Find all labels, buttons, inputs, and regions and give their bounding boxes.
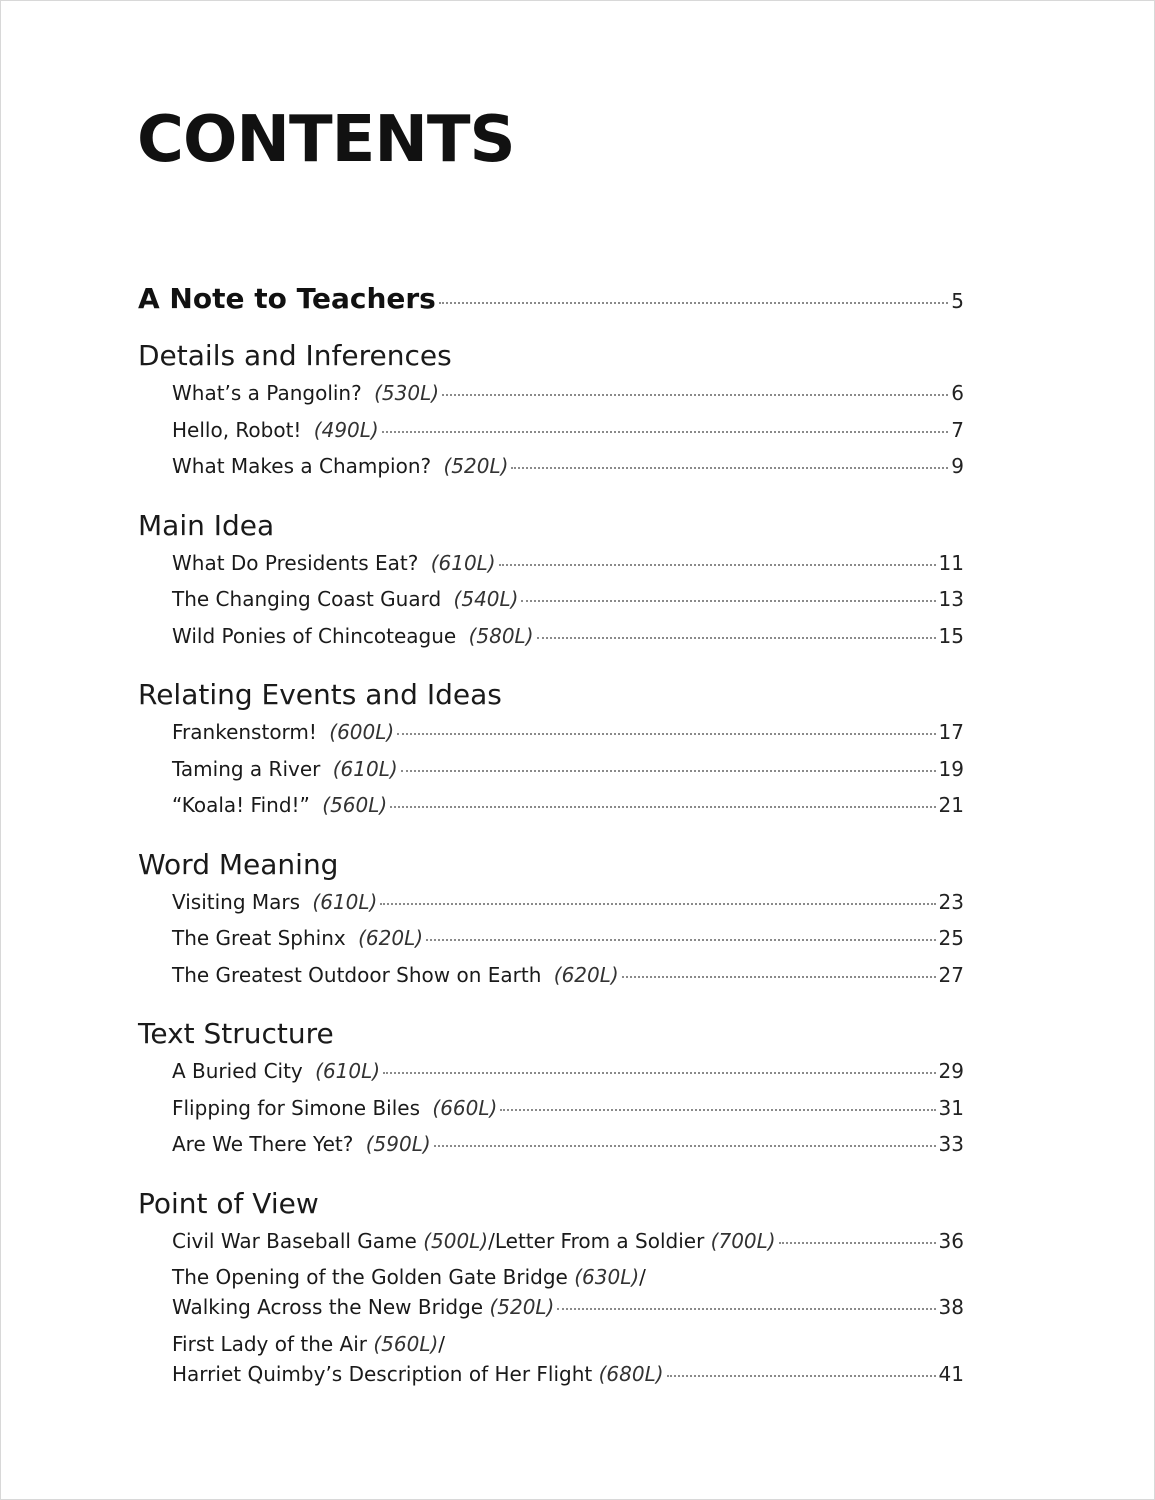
lexile-level: (490L) [313, 417, 379, 442]
lexile-level: (580L) [468, 623, 534, 648]
toc-entry-paired[interactable]: First Lady of the Air (560L)/ Harriet Quimby’s Description of Her Flight (680L) 41 [172, 1331, 964, 1386]
lexile-level: (520L) [489, 1295, 555, 1319]
entry-title: What Makes a Champion? [172, 454, 432, 478]
page-number: 38 [938, 1295, 964, 1319]
lexile-level: (560L) [322, 793, 388, 817]
toc-entry[interactable] [172, 890, 964, 927]
dot-leader [779, 1242, 936, 1244]
dot-leader [434, 1145, 936, 1147]
lexile-level: (680L) [598, 1361, 664, 1386]
entry-title: Visiting Mars [172, 889, 301, 914]
toc-entry[interactable] [172, 1132, 964, 1169]
dot-leader [383, 1072, 935, 1074]
section-text-structure [138, 1017, 964, 1169]
toc-entry-paired[interactable]: Civil War Baseball Game (500L)/Letter From a Soldier (700L) 36 [172, 1228, 964, 1253]
lexile-level: (590L) [365, 1132, 431, 1156]
page-number: 11 [938, 550, 964, 575]
page-number: 6 [951, 381, 964, 405]
toc-entry[interactable] [172, 1059, 964, 1096]
table-of-contents [138, 282, 964, 1416]
lexile-level: (610L) [312, 889, 378, 914]
entry-title: A Buried City [172, 1059, 303, 1083]
toc-entry[interactable] [172, 926, 964, 963]
dot-leader [390, 806, 935, 808]
entry-title: The Changing Coast Guard [172, 587, 442, 611]
dot-leader [537, 637, 936, 639]
dot-leader [511, 467, 948, 469]
lexile-level: (560L) [373, 1331, 439, 1356]
dot-leader [439, 302, 948, 304]
toc-entry[interactable] [172, 1096, 964, 1133]
toc-entry[interactable] [172, 454, 964, 491]
dot-leader [557, 1308, 935, 1310]
page-number: 31 [938, 1095, 964, 1120]
dot-leader [499, 564, 936, 566]
entry-title: The Great Sphinx [172, 926, 346, 950]
lexile-level: (600L) [329, 720, 395, 744]
lexile-level: (630L) [574, 1265, 640, 1289]
entry-title: Are We There Yet? [172, 1132, 354, 1156]
section-point-of-view [138, 1187, 964, 1399]
entry-title: First Lady of the Air [172, 1331, 368, 1356]
section-heading: Text Structure [138, 1017, 334, 1050]
entry-title: Flipping for Simone Biles [172, 1095, 421, 1120]
entry-title: What Do Presidents Eat? [172, 550, 419, 575]
dot-leader [667, 1375, 936, 1377]
entry-title: Letter From a Soldier [494, 1228, 705, 1253]
dot-leader [397, 733, 935, 735]
lexile-level: (620L) [358, 926, 424, 950]
entry-title: Taming a River [172, 756, 321, 781]
page-number: 33 [938, 1132, 964, 1156]
dot-leader [622, 976, 936, 978]
page-title: CONTENTS [137, 103, 515, 177]
page-number: 29 [938, 1059, 964, 1083]
lexile-level: (520L) [443, 454, 509, 478]
toc-entry-paired[interactable]: The Opening of the Golden Gate Bridge (630L)/ Walking Across the New Bridge (520L) 38 [172, 1265, 964, 1319]
toc-entry-note-to-teachers[interactable] [138, 282, 964, 322]
lexile-level: (540L) [453, 587, 519, 611]
lexile-level: (500L) [423, 1228, 489, 1253]
section-heading: Relating Events and Ideas [138, 678, 502, 711]
entry-title: “Koala! Find!” [172, 793, 310, 817]
page-number: 17 [938, 720, 964, 744]
lexile-level: (620L) [553, 962, 619, 987]
dot-leader [442, 394, 948, 396]
entry-title: The Opening of the Golden Gate Bridge [172, 1265, 568, 1289]
section-main-idea [138, 509, 964, 661]
entry-title: Civil War Baseball Game [172, 1228, 417, 1253]
dot-leader [401, 770, 936, 772]
lexile-level: (660L) [432, 1095, 498, 1120]
toc-entry[interactable] [172, 757, 964, 794]
entry-title: Wild Ponies of Chincoteague [172, 623, 457, 648]
page-number: 21 [938, 793, 964, 817]
page-number: 5 [951, 289, 964, 313]
toc-entry[interactable] [172, 963, 964, 1000]
dot-leader [426, 939, 936, 941]
section-heading: Main Idea [138, 508, 275, 542]
entry-title: What’s a Pangolin? [172, 381, 362, 405]
toc-entry[interactable] [172, 381, 964, 418]
section-details-and-inferences [138, 339, 964, 491]
toc-entry[interactable] [172, 720, 964, 757]
entry-title: A Note to Teachers [138, 282, 436, 315]
page-number: 9 [951, 454, 964, 478]
page-number: 19 [938, 756, 964, 781]
section-relating-events-and-ideas [138, 678, 964, 830]
toc-entry[interactable] [172, 793, 964, 830]
page-number: 41 [938, 1361, 964, 1386]
entry-title: Walking Across the New Bridge [172, 1295, 484, 1319]
page-number: 36 [938, 1228, 964, 1253]
dot-leader [382, 431, 949, 433]
page-number: 7 [951, 417, 964, 442]
section-heading: Details and Inferences [138, 339, 452, 372]
toc-entry[interactable] [172, 587, 964, 624]
toc-entry[interactable] [172, 624, 964, 661]
page-number: 25 [938, 926, 964, 950]
page-number: 13 [938, 587, 964, 611]
dot-leader [380, 903, 935, 905]
entry-title: Harriet Quimby’s Description of Her Flight [172, 1361, 593, 1386]
lexile-level: (610L) [430, 550, 496, 575]
dot-leader [500, 1109, 935, 1111]
entry-title: Hello, Robot! [172, 417, 302, 442]
entry-title: Frankenstorm! [172, 720, 317, 744]
lexile-level: (530L) [374, 381, 440, 405]
entry-title: The Greatest Outdoor Show on Earth [172, 962, 542, 987]
page-number: 15 [938, 623, 964, 648]
lexile-level: (610L) [332, 756, 398, 781]
toc-entry[interactable] [172, 551, 964, 588]
page-number: 23 [938, 889, 964, 914]
dot-leader [521, 600, 935, 602]
page-number: 27 [938, 962, 964, 987]
lexile-level: (700L) [710, 1228, 776, 1253]
section-heading: Point of View [138, 1186, 319, 1220]
section-heading: Word Meaning [138, 847, 339, 881]
section-word-meaning [138, 848, 964, 1000]
lexile-level: (610L) [315, 1059, 381, 1083]
toc-entry[interactable] [172, 418, 964, 455]
